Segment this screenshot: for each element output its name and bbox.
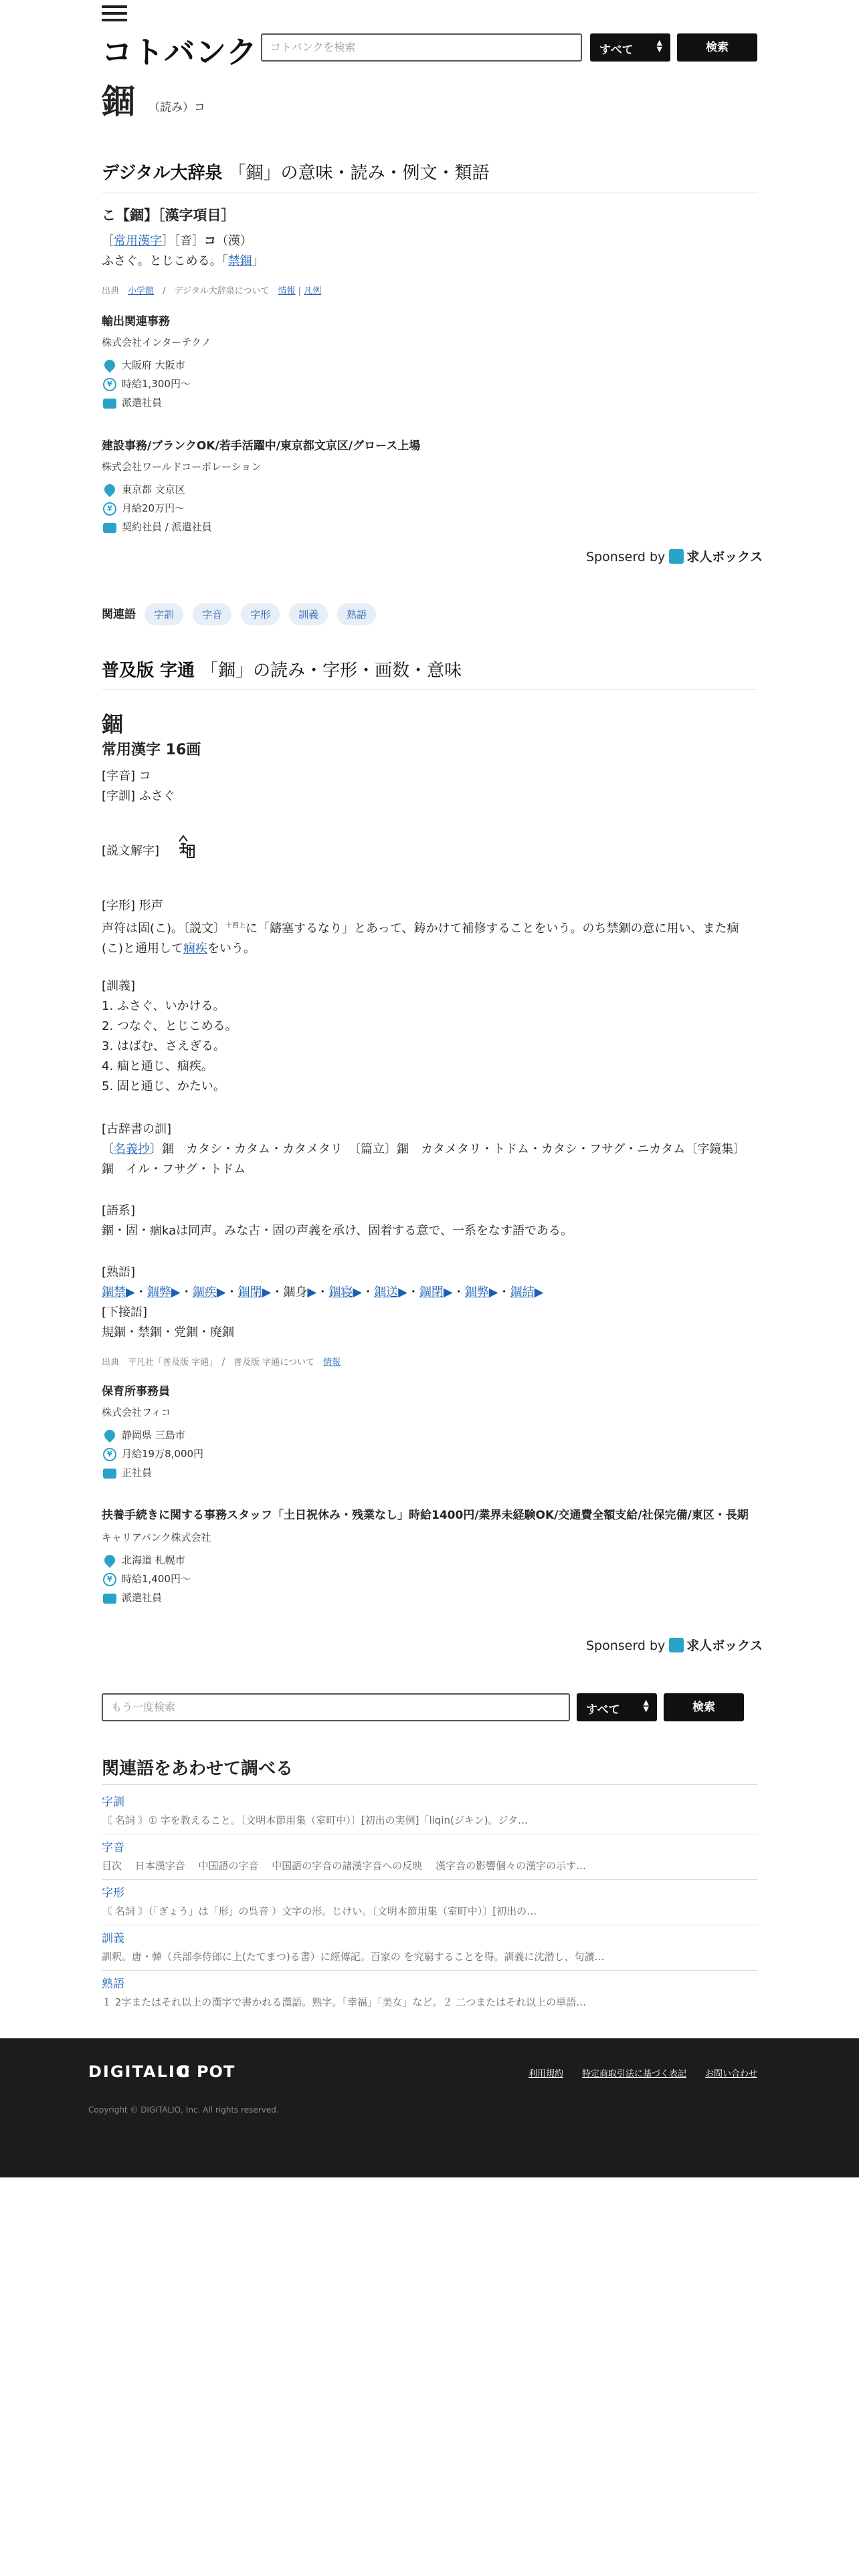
link-info[interactable]: 情報 [322, 1358, 341, 1368]
text: 時給1,300円～ [122, 378, 191, 390]
text: 東京都 文京区 [122, 484, 185, 496]
divider [102, 1970, 757, 1971]
tag-jukugo[interactable]: 熟語 [337, 603, 376, 625]
job-location [102, 1426, 757, 1444]
seal-script-glyph-icon [175, 833, 195, 865]
daijisen-headword: こ【錮】［漢字項目］ [102, 207, 235, 223]
related-item-desc: 〘 名詞 〙① 字を教えること。〔文明本節用集（室町中）〕[初出の実例]「liqin(ジキン)。ジタ… [102, 1814, 528, 1826]
text: をいう。 [207, 942, 256, 956]
related-item-desc: 目次 日本漢字音 中国語の字音 中国語の字音の諸漢字音への反映 漢字音の影響個々の漢字の示す… [102, 1860, 587, 1872]
job-pay [102, 499, 757, 518]
arrow-icon: ▶ [534, 1285, 544, 1299]
kungi-3: 3. はばむ、さえぎる。 [102, 1039, 225, 1053]
text: 派遣社員 [122, 397, 163, 409]
link-hanrei[interactable]: 凡例 [304, 286, 322, 296]
text: 契約社員 / 派遣社員 [122, 521, 212, 533]
briefcase-icon [103, 399, 116, 409]
arrow-icon: ▶ [398, 1285, 407, 1299]
jikei-text [102, 916, 757, 959]
text: 声符は固(こ)。〔説文〕 [102, 922, 226, 936]
link-joyo-kanji[interactable]: 常用漢字 [114, 234, 162, 248]
daijisen-line2 [102, 251, 264, 272]
jikei-head: [字形] 形声 [102, 899, 163, 913]
section-subtitle: 「錮」の読み・字形・画数・意味 [201, 661, 462, 681]
link-info[interactable]: 情報 [278, 286, 296, 296]
text: デジタル大辞泉について [174, 286, 270, 296]
kyujinbox-logo-icon [669, 1638, 684, 1652]
text: 求人ボックス [686, 550, 763, 564]
link-kinko[interactable]: 禁錮 [227, 254, 252, 268]
text: 時給1,400円～ [122, 1573, 191, 1585]
related-label: 関連語 [102, 608, 136, 621]
hamburger-menu-icon[interactable] [102, 5, 127, 25]
text: 〕錮 カタシ・カタム・カタメタリ 〔篇立〕錮 カタメタリ・トドム・カタシ・フサグ・ニカタム〔字鏡集〕 [150, 1142, 746, 1156]
jitsu-kunyomi: [字訓] ふさぐ [102, 789, 175, 803]
tag-kungi[interactable]: 訓義 [289, 603, 328, 625]
yen-icon: ¥ [103, 1448, 116, 1461]
section-subtitle: 「錮」の意味・読み・例文・類語 [228, 163, 490, 183]
jukugo-link[interactable]: 錮送 [374, 1285, 399, 1299]
job-pay [102, 1570, 757, 1588]
kase-head: [下接語] [102, 1305, 148, 1319]
divider [102, 1879, 757, 1880]
text: 求人ボックス [686, 1638, 763, 1653]
setsumon-label: [説文解字] [102, 844, 160, 858]
jukugo-link[interactable]: 錮疾 [192, 1285, 217, 1299]
job-company: キャリアバンク株式会社 [102, 1531, 211, 1543]
text: 普及版 字通について [233, 1358, 314, 1368]
related-item-desc: １ 2字またはそれ以上の漢字で書かれる漢語。熟字。「幸福」「美女」など。２ 二つまたはそれ以上の単語… [102, 1996, 587, 2008]
bottom-scope-select[interactable] [577, 1693, 657, 1721]
jukugo-list: 錮禁▶・錮弊▶・錮疾▶・錮閉▶・錮身▶・錮寝▶・錮送▶・錮閉▶・錮弊▶・錮結▶ [102, 1285, 544, 1299]
kungi-4: 4. 痼と通じ、痼疾。 [102, 1059, 213, 1073]
location-pin-icon [102, 482, 118, 498]
arrow-icon: ▶ [443, 1285, 453, 1299]
sponsored-by[interactable] [586, 547, 763, 565]
text: （漢） [216, 234, 252, 248]
jitsu-source [102, 1355, 341, 1368]
footer [0, 2038, 859, 2177]
gokei-text: 錮・固・痼kaは同声。みな古・固の声義を承け、固着する意で、一系をなす語である。 [102, 1224, 573, 1238]
footer-logo-cpot[interactable]: C POT [178, 2062, 235, 2081]
job-listing[interactable] [102, 1382, 757, 1482]
text: Sponserd by [586, 1638, 666, 1653]
footer-link-tokusho[interactable]: 特定商取引法に基づく表記 [581, 2069, 686, 2079]
location-pin-icon [102, 1553, 118, 1568]
job-listing[interactable] [102, 436, 757, 536]
source-name: デジタル大辞泉 [102, 163, 223, 183]
kungi-2: 2. つなぐ、とじこめる。 [102, 1019, 237, 1033]
briefcase-icon [103, 523, 116, 533]
koji-head: [古辞書の訓] [102, 1122, 172, 1136]
job-company: 株式会社フィコ [102, 1406, 171, 1418]
section-title-daijisen [102, 159, 490, 184]
text: ］［音］ [162, 234, 204, 248]
text: ［ [102, 234, 114, 248]
text: 派遣社員 [122, 1592, 163, 1604]
yen-icon: ¥ [103, 1573, 116, 1586]
select-arrows-icon: ▲ ▼ [643, 1698, 649, 1713]
entry-kanji: 錮 [102, 82, 135, 121]
footer-links [510, 2066, 757, 2079]
job-listing[interactable] [102, 312, 757, 412]
jukugo-link[interactable]: 錮寝 [328, 1285, 353, 1299]
tag-jion[interactable]: 字音 [193, 603, 231, 625]
link-shogakukan[interactable]: 小学館 [128, 286, 155, 296]
related-item-name[interactable]: 字音 [102, 1841, 124, 1854]
text: Sponserd by [586, 550, 666, 564]
yen-icon: ¥ [103, 502, 116, 516]
related-item-name[interactable]: 字訓 [102, 1796, 124, 1809]
arrow-icon: ▶ [353, 1285, 363, 1299]
job-pay [102, 1444, 757, 1463]
yen-icon: ¥ [103, 378, 116, 391]
related-item[interactable] [102, 1838, 757, 1880]
location-pin-icon [102, 358, 118, 373]
jitsu-kanji: 錮 [102, 712, 124, 737]
kyujinbox-logo-icon [669, 549, 684, 564]
related-tags [102, 603, 385, 625]
bottom-search [102, 1693, 757, 1723]
footer-logo-digitalio[interactable]: DIGITALIO [88, 2062, 191, 2081]
footer-copyright: Copyright © DIGITALIO, Inc. All rights reserved. [88, 2105, 279, 2115]
text: 月給19万8,000円 [122, 1448, 204, 1460]
bottom-search-button[interactable]: 検索 [664, 1693, 744, 1721]
job-location [102, 356, 757, 374]
text: ふさぐ。とじこめる。「 [102, 254, 228, 268]
related-item-name[interactable]: 訓義 [102, 1932, 124, 1945]
text: 静岡県 三島市 [122, 1429, 185, 1441]
job-type [102, 518, 757, 536]
text: 出典 [102, 286, 120, 296]
text: (こ)と通用して [102, 942, 184, 956]
text: 北海道 札幌市 [122, 1554, 185, 1566]
tag-jikun[interactable]: 字訓 [145, 603, 183, 625]
jukugo-link[interactable]: 錮結 [510, 1285, 535, 1299]
arrow-icon: ▶ [171, 1285, 181, 1299]
job-type [102, 1588, 757, 1607]
job-location [102, 1551, 757, 1570]
jitsu-onyomi: [字音] コ [102, 769, 151, 783]
job-title[interactable]: 保育所事務員 [102, 1385, 170, 1398]
jukugo-head: [熟語] [102, 1265, 136, 1279]
text: / [163, 286, 166, 296]
bottom-search-input[interactable]: もう一度検索 [102, 1693, 570, 1721]
divider [102, 1784, 757, 1785]
briefcase-icon [103, 1469, 116, 1479]
text: に「鑄塞するなり」とあって、鋳かけて補修することをいう。のち禁錮の意に用い、また痼 [246, 922, 739, 936]
text: 大阪府 大阪市 [122, 359, 185, 371]
link-myogisho[interactable]: 名義抄 [114, 1142, 150, 1156]
jitsu-grade: 常用漢字 16画 [102, 742, 201, 758]
section-title-jitsu [102, 657, 462, 681]
search-button[interactable]: 検索 [677, 33, 757, 62]
related-item-name[interactable]: 熟語 [102, 1977, 124, 1991]
gokei-head: [語系] [102, 1204, 136, 1218]
link-koshitsu[interactable]: 痼疾 [183, 942, 208, 956]
daijisen-source [102, 284, 321, 296]
kase-text: 規錮・禁錮・党錮・廃錮 [102, 1325, 234, 1339]
header [102, 28, 757, 70]
related-item-desc: 訓釈。唐・韓（兵部李侍郎に上(たてまつ)る書）に經傳記。百家の を究窮することを得。訓義に沈潜し、句讀… [102, 1951, 605, 1963]
jukugo-link[interactable]: 錮禁 [102, 1285, 126, 1299]
daijisen-line1 [102, 231, 252, 251]
jukugo-link[interactable]: 錮閉 [419, 1285, 444, 1299]
text: コ [204, 234, 216, 248]
job-type [102, 1463, 757, 1482]
text: 平凡社「普及版 字通」 [128, 1358, 213, 1368]
job-title[interactable]: 扶養手続きに関する事務スタッフ「土日祝休み・残業なし」時給1400円/業界未経験OK/交通費全額支給/社保完備/東区・長期 [102, 1509, 749, 1522]
jukugo-link[interactable]: 錮弊 [147, 1285, 171, 1299]
tag-jikei[interactable]: 字形 [241, 603, 280, 625]
kungi-1: 1. ふさぐ、いかける。 [102, 999, 225, 1013]
text: 正社員 [122, 1467, 153, 1479]
text: すべて [586, 1703, 620, 1717]
job-location [102, 480, 757, 499]
related-item-name[interactable]: 字形 [102, 1887, 124, 1900]
jukugo-text: 錮身 [283, 1285, 308, 1299]
site-logo[interactable]: コトバンク [102, 34, 258, 70]
select-arrows-icon: ▲ ▼ [656, 38, 662, 53]
job-company: 株式会社インターテクノ [102, 336, 211, 348]
jukugo-link[interactable]: 錮弊 [464, 1285, 489, 1299]
related-item-desc: 〘 名詞 〙（「ぎょう」は「形」の呉音 ）文字の形。じけい。〔文明本節用集（室町中）〕[初出の… [102, 1905, 537, 1917]
job-type [102, 393, 757, 412]
job-pay [102, 374, 757, 393]
job-listing[interactable] [102, 1506, 757, 1607]
text: | [298, 286, 301, 296]
related-item[interactable] [102, 1929, 757, 1971]
job-title[interactable]: 輸出関連事務 [102, 315, 170, 328]
location-pin-icon [102, 1428, 118, 1443]
jukugo-link[interactable]: 錮閉 [237, 1285, 262, 1299]
arrow-icon: ▶ [262, 1285, 272, 1299]
job-title[interactable]: 建設事務/ブランクOK/若手活躍中/東京都文京区/グロース上場 [102, 439, 421, 453]
kungi-5: 5. 固と通じ、かたい。 [102, 1079, 225, 1093]
related-item[interactable] [102, 1883, 757, 1925]
arrow-icon: ▶ [307, 1285, 317, 1299]
related-item[interactable] [102, 1792, 757, 1834]
entry-reading: （読み）コ [149, 101, 205, 114]
search-input[interactable]: コトバンクを検索 [261, 33, 582, 62]
koji-text-2: 錮 イル・フサグ・トドム [102, 1162, 246, 1176]
briefcase-icon [103, 1594, 116, 1604]
kungi-head: [訓義] [102, 979, 136, 993]
job-company: 株式会社ワールドコーポレーション [102, 461, 262, 473]
text: 月給20万円～ [122, 502, 185, 514]
search-scope-select[interactable] [590, 33, 670, 62]
footer-link-contact[interactable]: お問い合わせ [704, 2069, 757, 2079]
arrow-icon: ▶ [126, 1285, 135, 1299]
sponsored-by[interactable] [586, 1636, 763, 1654]
footer-link-terms[interactable]: 利用規約 [528, 2069, 563, 2079]
text: 十四上 [225, 922, 246, 930]
arrow-icon: ▶ [488, 1285, 498, 1299]
koji-text [102, 1140, 757, 1160]
text: 〔 [102, 1142, 114, 1156]
text: 出典 [102, 1358, 120, 1368]
related-item[interactable] [102, 1974, 757, 2009]
text: / [221, 1358, 225, 1368]
related-section-title: 関連語をあわせて調べる [102, 1759, 294, 1779]
text: 」 [252, 254, 264, 268]
arrow-icon: ▶ [216, 1285, 226, 1299]
search-scope-label: すべて [599, 43, 634, 57]
source-name: 普及版 字通 [102, 661, 195, 681]
